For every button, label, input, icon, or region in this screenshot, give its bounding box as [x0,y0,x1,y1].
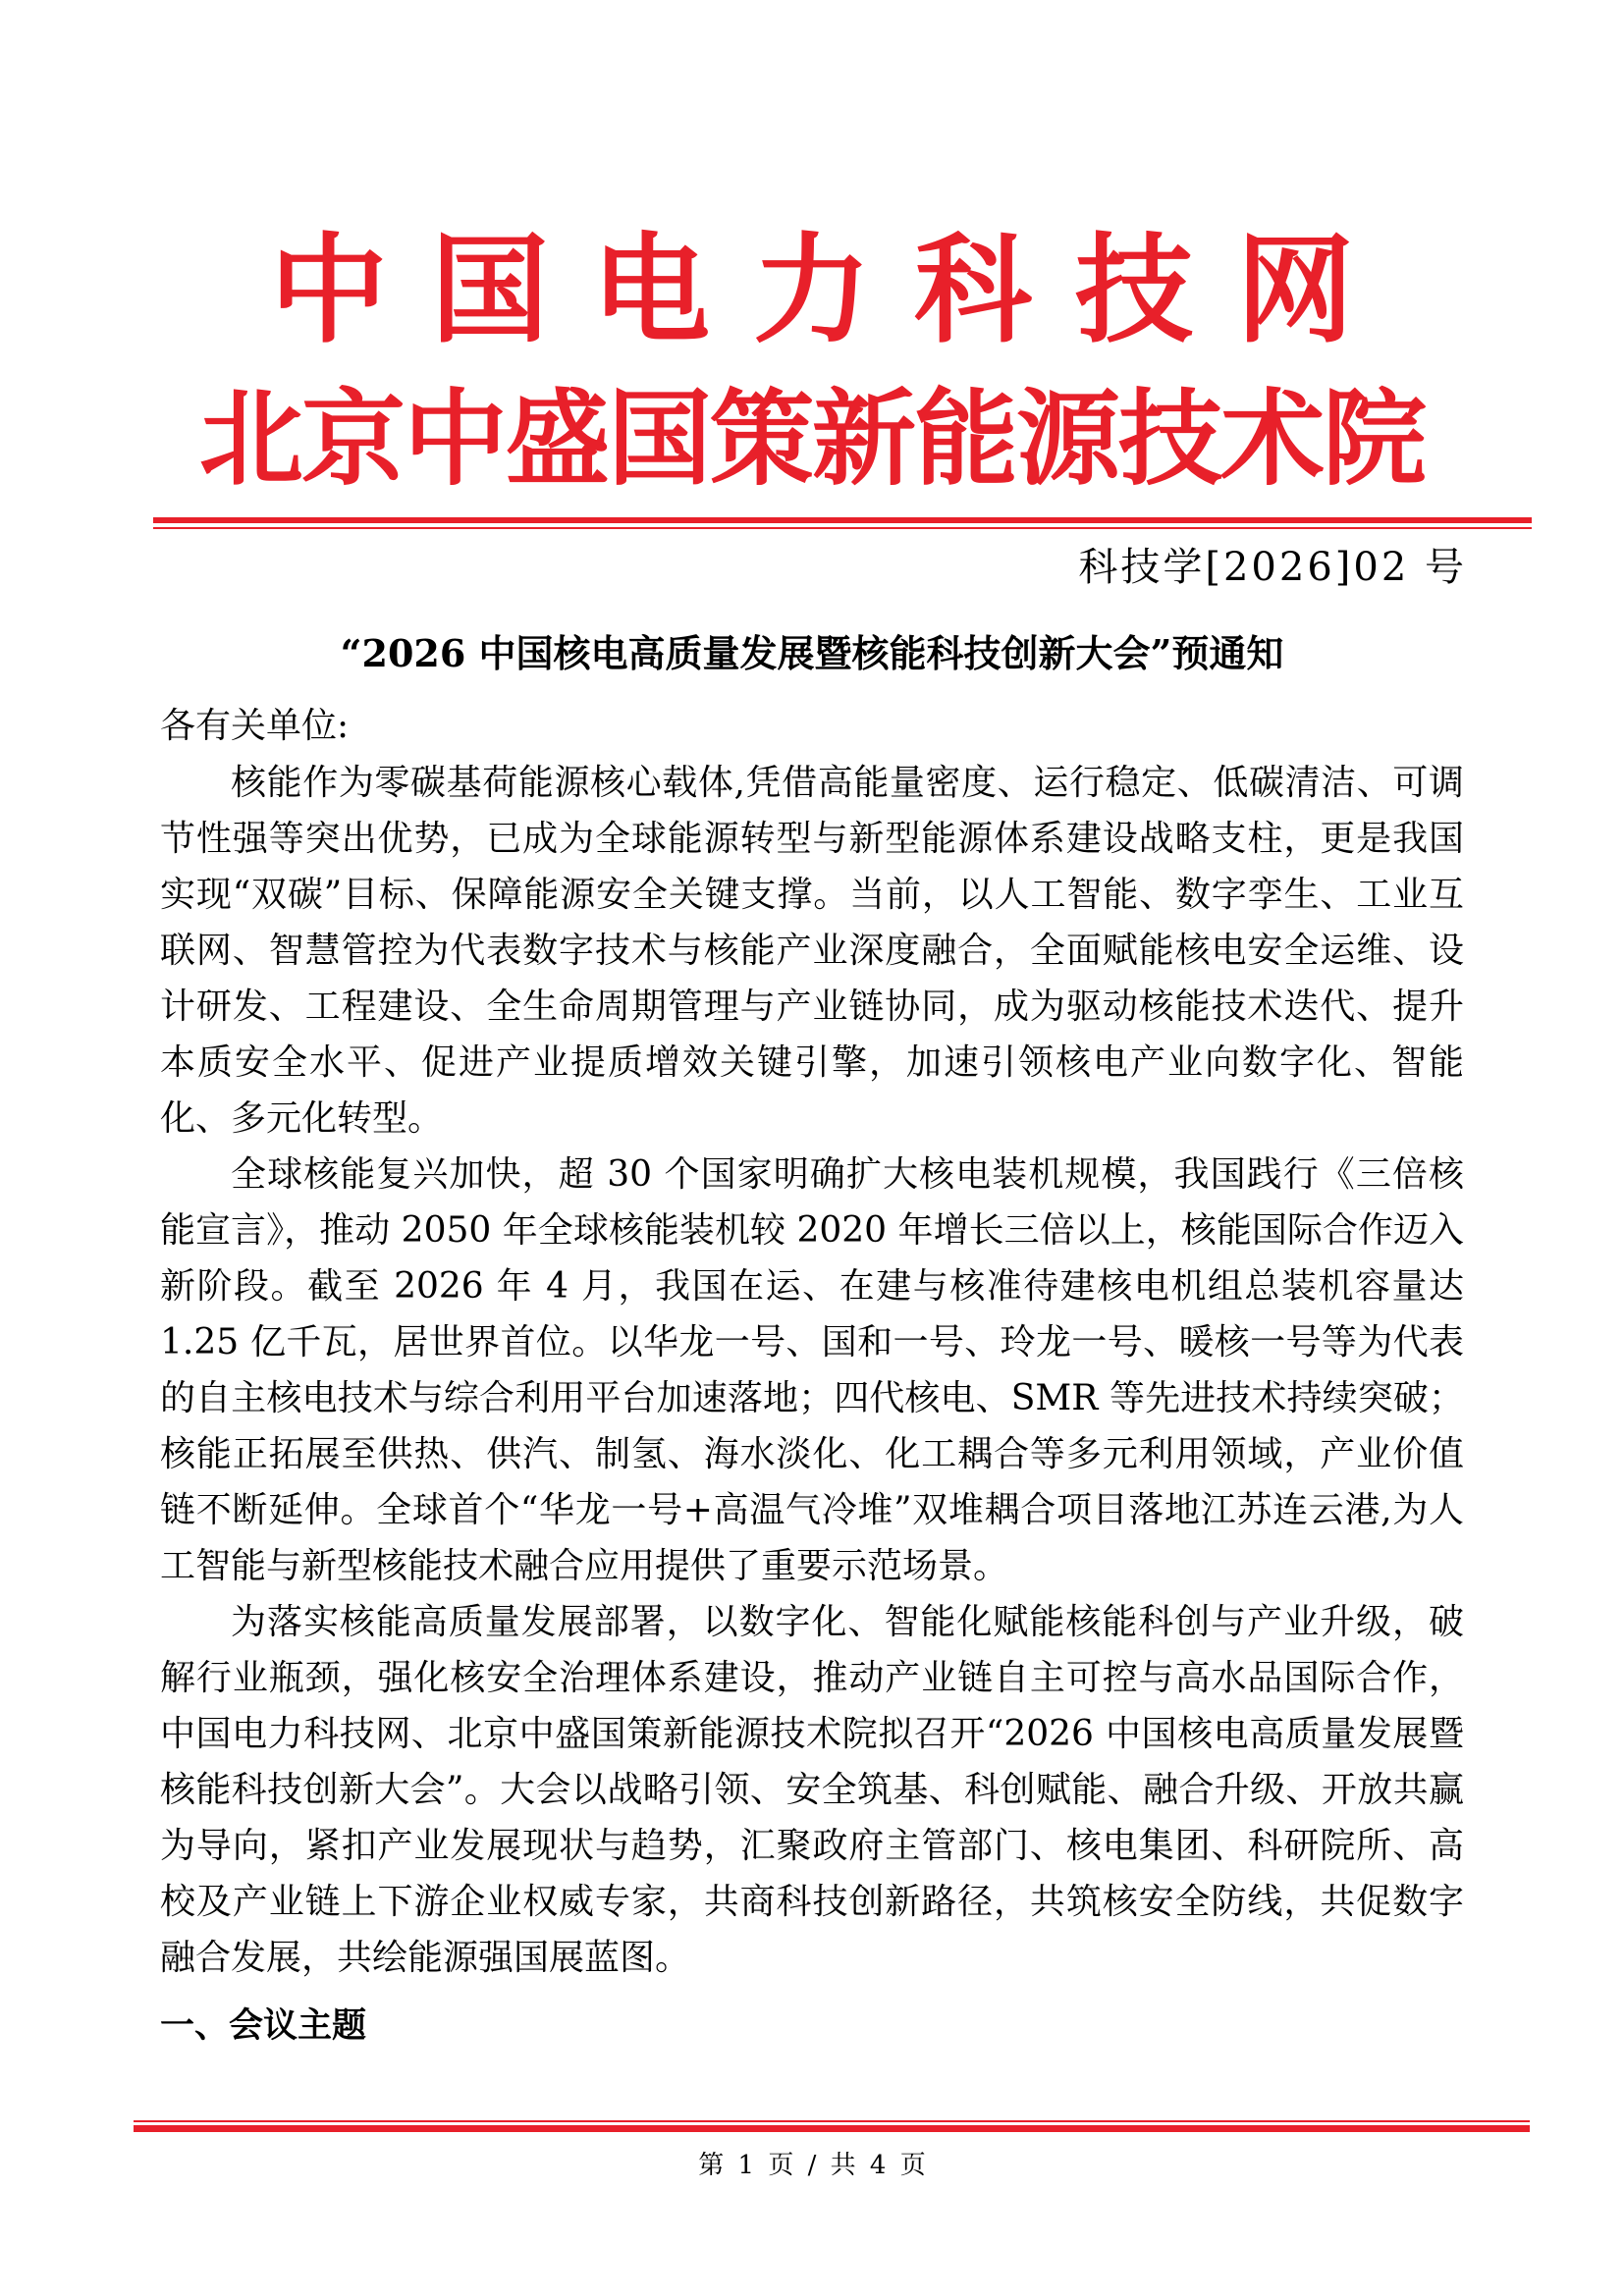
document-number: 科技学[2026]02 号 [1078,545,1467,590]
body-paragraph: 全球核能复兴加快，超 30 个国家明确扩大核电装机规模，我国践行《三倍核能宣言》，推动 2050 年全球核能装机较 2020 年增长三倍以上，核能国际合作迈入新阶段。截至 2026 年 4 月，我国在运、在建与核准待建核电机组总装机容量达 1.25 亿千瓦，居世界首位。以华龙一号、国和一号、玲龙一号、暖核一号等为代表的自主核电技术与综合利用平台加速落地；四代核电、SMR 等先进技术持续突破；核能正拓展至供热、供汽、制氢、海水淡化、化工耦合等多元利用领域，产业价值链不断延伸。全球首个“华龙一号+高温气冷堆”双堆耦合项目落地江苏连云港,为人工智能与新型核能技术融合应用提供了重要示范场景。 [160,1154,1464,1586]
section-heading: 一、会议主题 [160,2006,367,2046]
footer-rule-thick [134,2125,1530,2132]
page-indicator: 第 1 页 / 共 4 页 [698,2151,926,2180]
org-name-primary: 中国电力科技网 [270,223,1397,359]
document-body [160,755,1464,1986]
document-title: “2026 中国核电高质量发展暨核能科技创新大会”预通知 [340,631,1284,675]
salutation: 各有关单位: [160,706,350,746]
header-rule-thin [153,527,1532,529]
body-paragraph: 为落实核能高质量发展部署，以数字化、智能化赋能核能科创与产业升级，破解行业瓶颈，强化核安全治理体系建设，推动产业链自主可控与高水品国际合作，中国电力科技网、北京中盛国策新能源技术院拟召开“2026 中国核电高质量发展暨核能科技创新大会”。大会以战略引领、安全筑基、科创赋能、融合升级、开放共赢为导向，紧扣产业发展现状与趋势，汇聚政府主管部门、核电集团、科研院所、高校及产业链上下游企业权威专家，共商科技创新路径，共筑核安全防线，共促数字融合发展，共绘能源强国展蓝图。 [160,1602,1464,1978]
header-rule-thick [153,517,1532,523]
body-paragraph: 核能作为零碳基荷能源核心载体,凭借高能量密度、运行稳定、低碳清洁、可调节性强等突出优势，已成为全球能源转型与新型能源体系建设战略支柱，更是我国实现“双碳”目标、保障能源安全关键支撑。当前，以人工智能、数字孪生、工业互联网、智慧管控为代表数字技术与核能产业深度融合，全面赋能核电安全运维、设计研发、工程建设、全生命周期管理与产业链协同，成为驱动核能技术迭代、提升本质安全水平、促进产业提质增效关键引擎，加速引领核电产业向数字化、智能化、多元化转型。 [160,763,1464,1139]
footer-rule-thin [134,2120,1530,2122]
org-name-secondary: 北京中盛国策新能源技术院 [199,379,1425,500]
